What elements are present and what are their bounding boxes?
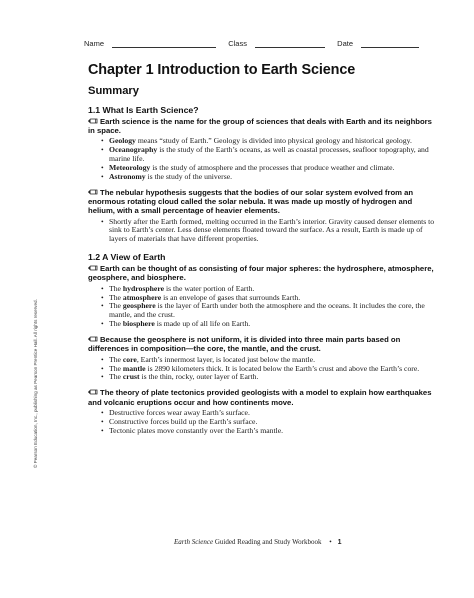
bullet-list [88,409,440,436]
list-item [102,146,440,164]
summary-heading: Summary [88,85,139,97]
list-item-term: crust [122,372,140,382]
key-concept [88,335,440,353]
bullet-list [88,218,440,245]
key-concept-text: Earth science is the name for the group of sciences that deals with Earth and its neighbors in space. [88,117,432,136]
key-concept [88,264,440,282]
list-item [102,218,440,245]
name-label: Name [84,39,105,48]
section-heading: 1.1 What Is Earth Science? [88,105,199,115]
key-concept [88,188,440,216]
list-item-term: hydrosphere [122,283,165,293]
list-item-prefix: The [109,292,123,302]
key-concept-block [88,388,440,435]
pencil-icon [88,388,98,394]
list-item-text: is the study of the Earth’s oceans, as well as coastal processes, seafloor topography, and marine life. [109,145,429,164]
date-field[interactable] [361,39,419,48]
list-item-text: Tectonic plates move constantly over the Earth’s mantle. [109,425,284,435]
list-item-text: is the water portion of Earth. [164,283,255,293]
list-item-text: is the study of atmosphere and the processes that produce weather and climate. [150,163,395,173]
list-item-term: Geology [109,136,136,146]
key-concept-text: Because the geosphere is not uniform, it is divided into three main parts based on differences in composition—the core, the mantle, and the crust. [88,335,401,354]
pencil-icon [88,264,98,270]
list-item-text: is the study of the universe. [145,172,233,182]
page-content [88,62,440,441]
list-item-term: Meteorology [109,163,151,173]
list-item-prefix: The [109,319,123,329]
key-concept-block [88,188,440,244]
date-label: Date [337,39,353,48]
pencil-icon [88,188,98,194]
class-label: Class [228,39,247,48]
bullet-list [88,285,440,330]
list-item [102,302,440,320]
list-item-term: Oceanography [109,145,158,155]
list-item-text: , Earth’s innermost layer, is located just below the mantle. [136,354,315,364]
list-item-term: Astronomy [109,172,146,182]
list-item-term: atmosphere [122,292,162,302]
key-concept [88,388,440,406]
copyright-notice: © Pearson Education, Inc., publishing as Pearson Prentice Hall. All rights reserved. [33,299,38,468]
list-item-prefix: The [109,363,123,373]
list-item [102,373,440,382]
key-concept-block [88,264,440,329]
student-info-header [84,39,444,48]
list-item-prefix: The [109,283,123,293]
list-item-term: geosphere [122,301,156,311]
list-item-term: biosphere [122,319,155,329]
bullet-list [88,137,440,182]
pencil-icon [88,117,98,123]
footer-book-subtitle: Guided Reading and Study Workbook [213,538,322,546]
key-concept-block [88,335,440,382]
list-item-text: is made up of all life on Earth. [154,319,251,329]
list-item-text: Destructive forces wear away Earth’s surface. [109,407,250,417]
page-footer [174,538,342,546]
list-item-text: Shortly after the Earth formed, melting occurred in the Earth’s interior. Gravity caused denser elements to sink to Earth’s center. Less dense elements floated toward the surface. As a result, Earth is made up of layers of materials that have different properties. [109,216,435,244]
name-field[interactable] [112,39,216,48]
list-item [102,320,440,329]
key-concept-text: The theory of plate tectonics provided geologists with a model to explain how earthquakes and volcanic eruptions occur and how continents move. [88,388,432,407]
key-concept-text: Earth can be thought of as consisting of four major spheres: the hydrosphere, atmosphere, geosphere, and biosphere. [88,264,434,283]
list-item-term: core [122,354,137,364]
list-item-prefix: The [109,372,123,382]
pencil-icon [88,335,98,341]
chapter-title: Chapter 1 Introduction to Earth Science [88,62,356,78]
bullet-list [88,356,440,383]
list-item [102,427,440,436]
list-item-text: is the layer of Earth under both the atmosphere and the oceans. It includes the core, the mantle, and the crust. [109,301,425,320]
list-item-text: is the thin, rocky, outer layer of Earth. [139,372,259,382]
sections-container [88,105,440,435]
footer-book-title: Earth Science [174,538,214,546]
list-item [102,173,440,182]
list-item-text: is an envelope of gases that surrounds Earth. [161,292,301,302]
list-item-prefix: The [109,301,123,311]
class-field[interactable] [255,39,325,48]
section-heading: 1.2 A View of Earth [88,252,166,263]
key-concept-block [88,117,440,182]
page-number: 1 [337,539,342,546]
list-item-text: is 2890 kilometers thick. It is located below the Earth’s crust and above the Earth’s core. [145,363,420,373]
list-item-prefix: The [109,354,123,364]
key-concept-text: The nebular hypothesis suggests that the bodies of our solar system evolved from an enormous rotating cloud called the solar nebula. It was made up mostly of hydrogen and helium, with a small percentage of heavier elements. [88,187,414,216]
list-item-text: means “study of Earth.” Geology is divided into physical geology and historical geology. [135,136,412,146]
footer-separator: • [329,538,332,546]
key-concept [88,117,440,135]
list-item-text: Constructive forces build up the Earth’s surface. [109,416,258,426]
list-item-term: mantle [122,363,146,373]
